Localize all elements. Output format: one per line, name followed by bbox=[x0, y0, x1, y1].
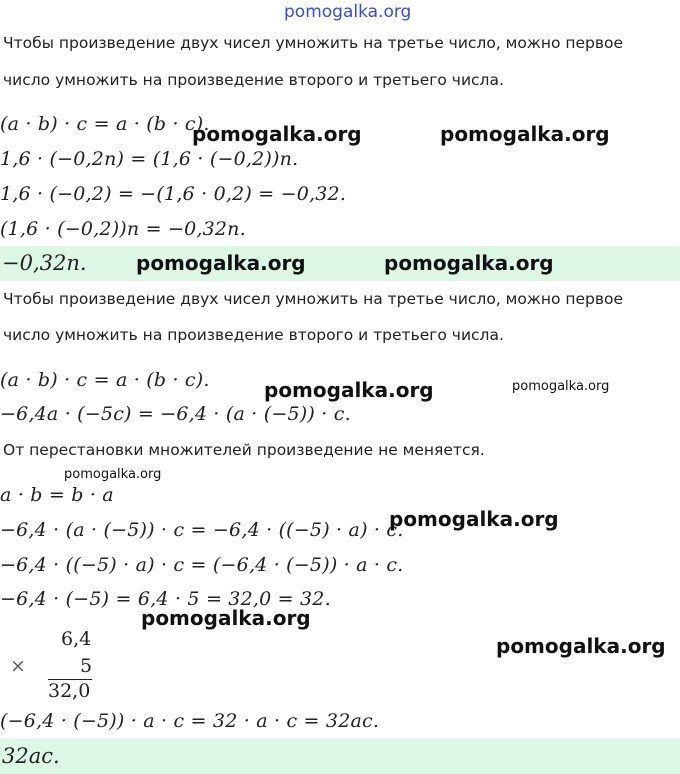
watermark-top: pomogalka.org bbox=[284, 2, 412, 22]
watermark: pomogalka.org bbox=[64, 467, 162, 482]
commutative-note: От перестановки множителей произведение не меняется. bbox=[3, 441, 485, 459]
solution-step: (−6,4 · (−5)) · a · c = 32 · a · c = 32ac. bbox=[0, 710, 380, 732]
watermark: pomogalka.org bbox=[389, 507, 559, 531]
watermark: pomogalka.org bbox=[496, 634, 666, 658]
answer-2: 32ac. bbox=[2, 744, 60, 768]
column-result: 32,0 bbox=[48, 680, 91, 702]
rule-text-line-2: число умножить на произведение второго и третьего числа. bbox=[3, 326, 504, 344]
solution-step: (1,6 · (−0,2))n = −0,32n. bbox=[0, 218, 246, 240]
watermark: pomogalka.org bbox=[512, 379, 610, 394]
associative-formula: (a · b) · c = a · (b · c). bbox=[0, 369, 210, 391]
answer-highlight-2 bbox=[0, 739, 680, 774]
watermark: pomogalka.org bbox=[136, 251, 306, 275]
watermark: pomogalka.org bbox=[440, 122, 610, 146]
associative-formula: (a · b) · c = a · (b · c). bbox=[0, 113, 210, 135]
watermark: pomogalka.org bbox=[192, 122, 362, 146]
rule-text-line-1: Чтобы произведение двух чисел умножить на третье число, можно первое bbox=[3, 34, 624, 52]
rule-text-line-1: Чтобы произведение двух чисел умножить на третье число, можно первое bbox=[3, 290, 624, 308]
solution-step: −6,4 · (a · (−5)) · c = −6,4 · ((−5) · a) · c. bbox=[0, 519, 404, 541]
solution-step: −6,4 · (−5) = 6,4 · 5 = 32,0 = 32. bbox=[0, 588, 331, 610]
rule-text-line-2: число умножить на произведение второго и третьего числа. bbox=[3, 71, 504, 89]
answer-1: −0,32n. bbox=[2, 251, 87, 275]
solution-step: 1,6 · (−0,2n) = (1,6 · (−0,2))n. bbox=[0, 148, 299, 170]
watermark: pomogalka.org bbox=[384, 251, 554, 275]
solution-step: 1,6 · (−0,2) = −(1,6 · 0,2) = −0,32. bbox=[0, 183, 347, 205]
watermark: pomogalka.org bbox=[141, 606, 311, 630]
column-multiply-sign: × bbox=[10, 655, 26, 677]
commutative-formula: a · b = b · a bbox=[0, 484, 114, 506]
solution-step: −6,4 · ((−5) · a) · c = (−6,4 · (−5)) · a · c. bbox=[0, 554, 404, 576]
watermark: pomogalka.org bbox=[264, 378, 434, 402]
column-bottom-operand: 5 bbox=[80, 655, 93, 677]
column-top-operand: 6,4 bbox=[61, 628, 92, 650]
solution-step: −6,4a · (−5c) = −6,4 · (a · (−5)) · c. bbox=[0, 403, 351, 425]
answer-highlight-1 bbox=[0, 246, 680, 281]
